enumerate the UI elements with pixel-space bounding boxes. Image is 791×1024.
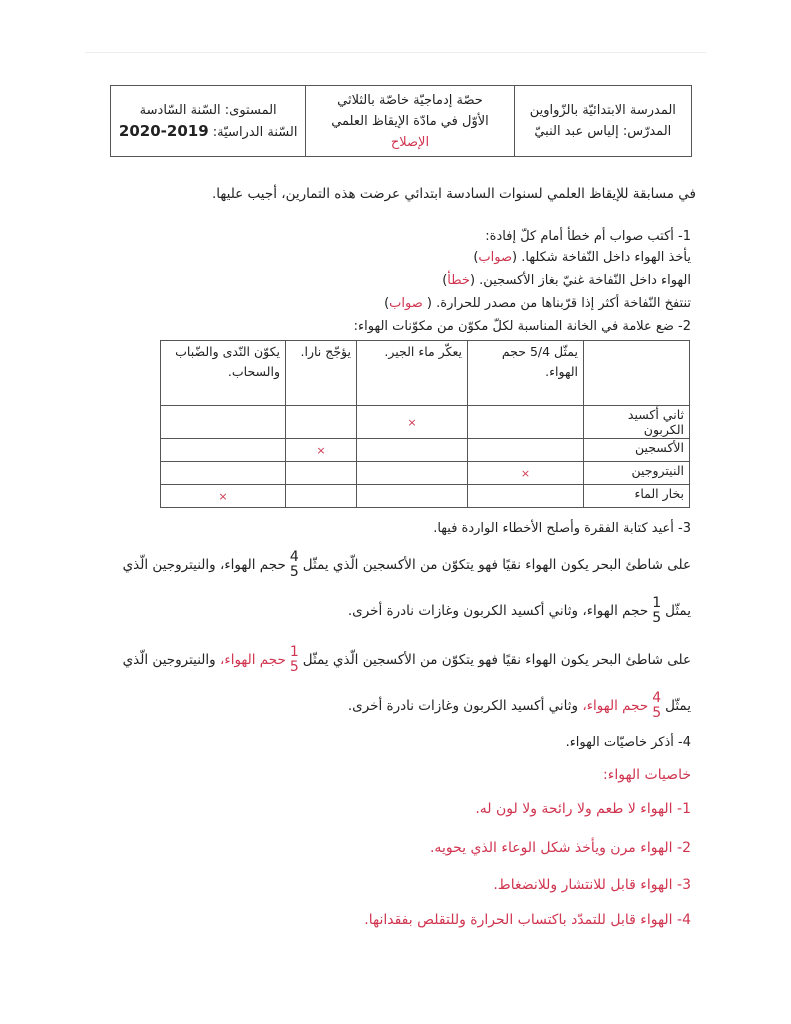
row-label: ثاني أكسيد الكربون [584, 406, 690, 439]
empty-cell [468, 406, 584, 439]
q1-item: يأخذ الهواء داخل النّفاخة شكلها. (صواب) [473, 250, 691, 265]
header-table [110, 85, 692, 157]
school-cell [514, 86, 691, 156]
column-header: يكوّن النّدى والضّباب والسحاب. [161, 341, 286, 406]
q1-title: 1- أكتب صواب أم خطأ أمام كلّ إفادة: [485, 229, 691, 244]
column-header: يؤجّج نارا. [286, 341, 357, 406]
teacher-name: المدرّس: إلياس عبد النبيّ [534, 124, 672, 139]
property-item: 3- الهواء قابل للانتشار وللانضغاط. [493, 877, 691, 893]
column-header: يمثّل 5/4 حجم الهواء. [468, 341, 584, 406]
empty-cell [357, 462, 468, 485]
row-label: النيتروجين [584, 462, 690, 485]
corrected-line-2: يمثّل 4 5 حجم الهواء، وثاني أكسيد الكربون وغازات نادرة أخرى. [347, 690, 691, 721]
marked-cell: × [468, 462, 584, 485]
corner-cell [584, 341, 690, 406]
original-line-2: يمثّل 1 5 حجم الهواء، وثاني أكسيد الكربون وغازات نادرة أخرى. [347, 595, 691, 626]
property-item: 4- الهواء قابل للتمدّد باكتساب الحرارة وللتقلص بفقدانها. [364, 912, 691, 928]
property-item: 1- الهواء لا طعم ولا رائحة ولا لون له. [475, 801, 691, 817]
q3-title: 3- أعيد كتابة الفقرة وأصلح الأخطاء الواردة فيها. [433, 521, 691, 536]
empty-cell [161, 462, 286, 485]
empty-cell [468, 439, 584, 462]
school-year: 2020-2019 [118, 121, 209, 140]
fraction: 1 5 [289, 644, 299, 675]
scan-edge-line [85, 52, 706, 53]
answer: صواب [478, 250, 513, 265]
marked-cell: × [286, 439, 357, 462]
session-line-2: الأوّل في مادّة الإيقاظ العلمي [331, 113, 489, 129]
properties-heading: خاصيات الهواء: [603, 767, 691, 783]
school-name: المدرسة الابتدائيّة بالزّواوين [529, 103, 676, 118]
row-label: بخار الماء [584, 485, 690, 508]
property-item: 2- الهواء مرن ويأخذ شكل الوعاء الذي يحويه. [429, 840, 691, 856]
empty-cell [286, 462, 357, 485]
q1-item: الهواء داخل النّفاخة غنيّ بغاز الأكسجين. (خطأ) [442, 273, 691, 288]
row-label: الأكسجين [584, 439, 690, 462]
q4-title: 4- أذكر خاصيّات الهواء. [565, 735, 691, 750]
fraction: 1 5 [652, 595, 662, 626]
empty-cell [468, 485, 584, 508]
fraction: 4 5 [289, 549, 299, 580]
empty-cell [286, 406, 357, 439]
empty-cell [286, 485, 357, 508]
level: المستوى: السّنة السّادسة [139, 102, 277, 118]
q1-item: تنتفخ النّفاخة أكثر إذا قرّبناها من مصدر للحرارة. ( صواب) [384, 296, 691, 311]
empty-cell [161, 439, 286, 462]
answer: خطأ [447, 273, 470, 288]
corrected-line-1: على شاطئ البحر يكون الهواء نقيًا فهو يتكوّن من الأكسجين الّذي يمثّل 1 5 حجم الهواء، والنيتروجين الّذي [122, 644, 691, 675]
column-header: يعكّر ماء الجير. [357, 341, 468, 406]
table-row [161, 485, 690, 508]
level-cell [111, 86, 305, 156]
session-line-1: حصّة إدماجيّة خاصّة بالثلاثي [337, 92, 483, 108]
session-cell [305, 86, 513, 156]
empty-cell [357, 439, 468, 462]
table-row [161, 406, 690, 439]
table-row [161, 462, 690, 485]
air-components-table [160, 340, 690, 508]
empty-cell [357, 485, 468, 508]
answer: صواب [389, 296, 423, 311]
empty-cell [161, 406, 286, 439]
correction-label: الإصلاح [390, 134, 430, 150]
marked-cell: × [161, 485, 286, 508]
marked-cell: × [357, 406, 468, 439]
fraction: 4 5 [652, 690, 662, 721]
table-row [161, 439, 690, 462]
original-line-1: على شاطئ البحر يكون الهواء نقيًا فهو يتكوّن من الأكسجين الّذي يمثّل 4 5 حجم الهواء، والنيتروجين الّذي [122, 549, 691, 580]
year-label: السّنة الدراسيّة: [212, 124, 298, 140]
intro-text: في مسابقة للإيقاظ العلمي لسنوات السادسة ابتدائي عرضت هذه التمارين، أجيب عليها. [212, 186, 696, 202]
q2-title: 2- ضع علامة في الخانة المناسبة لكلّ مكوّن من مكوّنات الهواء: [353, 319, 691, 334]
